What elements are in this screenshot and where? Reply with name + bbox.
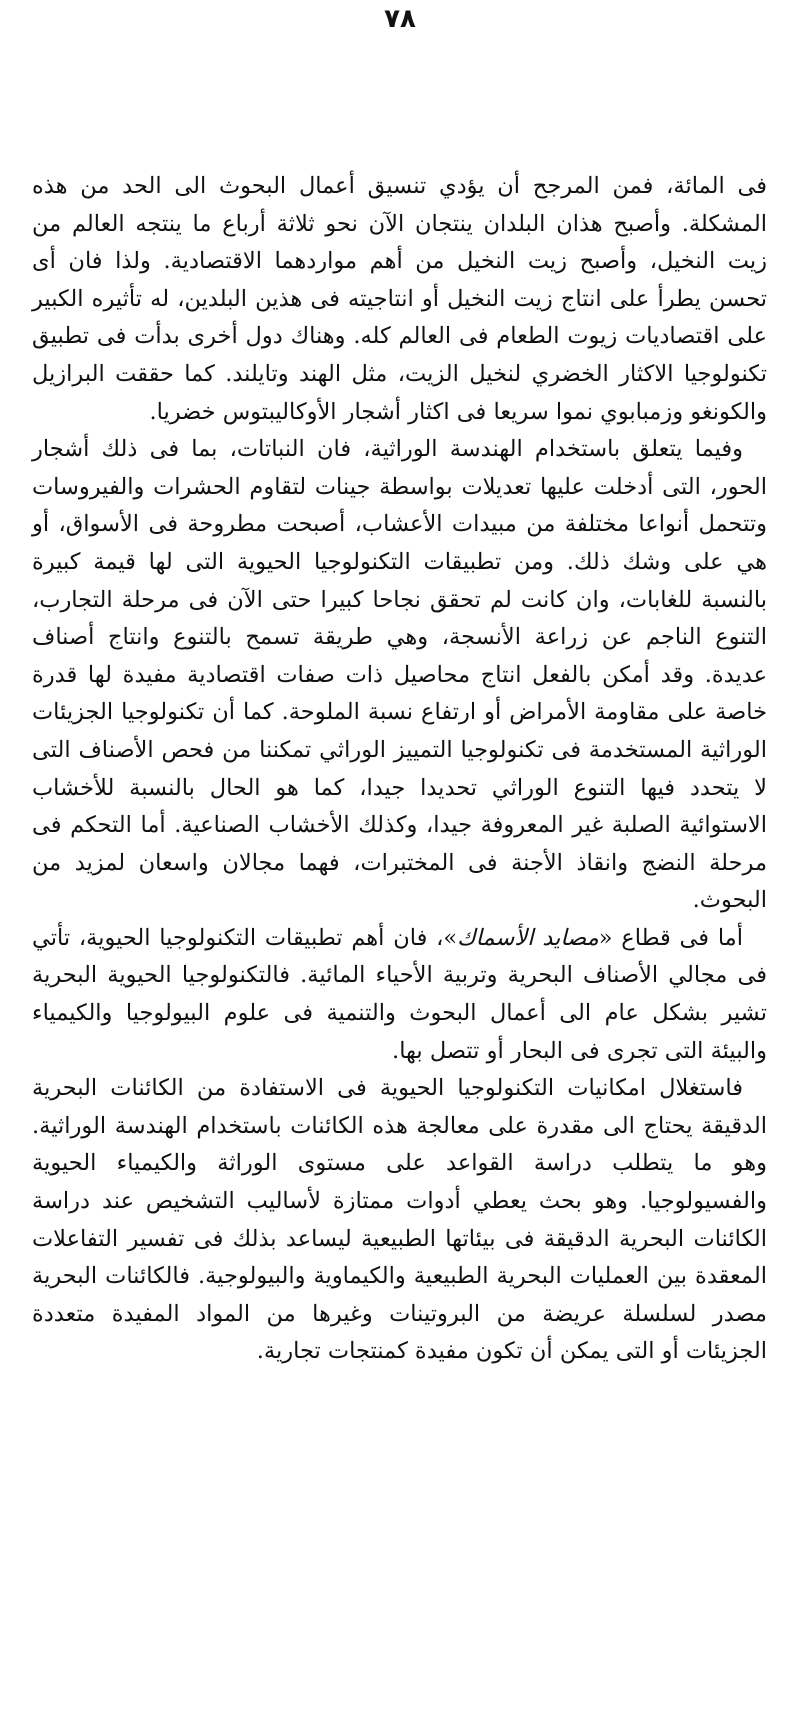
page-number: ٧٨	[384, 4, 416, 34]
paragraph-3-before: أما فى قطاع «	[598, 924, 743, 951]
fisheries-emphasis: مصايد الأسماك	[457, 924, 599, 951]
page-body	[32, 168, 767, 1371]
paragraph-3	[32, 920, 767, 1070]
paragraph-3-after: »، فان أهم تطبيقات التكنولوجيا الحيوية، تأتي فى مجالي الأصناف البحرية وتربية الأحياء المائية. فالتكنولوجيا الحيوية البحرية تشير بشكل عام الى أعمال البحوث والتنمية فى علوم البيولوجيا والكيمياء والبيئة التى تجرى فى البحار أو تتصل بها.	[32, 924, 767, 1064]
paragraph-1: فى المائة، فمن المرجح أن يؤدي تنسيق أعمال البحوث الى الحد من هذه المشكلة. وأصبح هذان البلدان ينتجان الآن نحو ثلاثة أرباع ما ينتجه العالم من زيت النخيل، وأصبح زيت النخيل من أهم مواردهما الاقتصادية. ولذا فان أى تحسن يطرأ على انتاج زيت النخيل أو انتاجيته فى هذين البلدين، له تأثيره الكبير على اقتصاديات زيوت الطعام فى العالم كله. وهناك دول أخرى بدأت فى تطبيق تكنولوجيا الاكثار الخضري لنخيل الزيت، مثل الهند وتايلند. كما حققت البرازيل والكونغو وزمبابوي نموا سريعا فى اكثار أشجار الأوكاليبتوس خضريا.	[32, 173, 767, 425]
paragraph-2: وفيما يتعلق باستخدام الهندسة الوراثية، فان النباتات، بما فى ذلك أشجار الحور، التى أدخلت عليها تعديلات بواسطة جينات لتقاوم الحشرات والفيروسات وتتحمل أنواعا مختلفة من مبيدات الأعشاب، أصبحت مطروحة فى الأسواق، أو هي على وشك ذلك. ومن تطبيقات التكنولوجيا الحيوية التى لها قيمة كبيرة بالنسبة للغابات، وان كانت لم تحقق نجاحا كبيرا حتى الآن فى مرحلة التجارب، التنوع الناجم عن زراعة الأنسجة، وهي طريقة تسمح بالتنوع وانتاج أصناف عديدة. وقد أمكن بالفعل انتاج محاصيل ذات صفات اقتصادية مفيدة لها قدرة خاصة على مقاومة الأمراض أو ارتفاع نسبة الملوحة. كما أن تكنولوجيا الجزيئات الوراثية المستخدمة فى تكنولوجيا التمييز الوراثي تمكننا من فحص الأصناف التى لا يتحدد فيها التنوع الوراثي تحديدا جيدا، كما هو الحال بالنسبة للأخشاب الاستوائية الصلبة غير المعروفة جيدا، وكذلك الأخشاب الصناعية. أما التحكم فى مرحلة النضج وانقاذ الأجنة فى المختبرات، فهما مجالان واسعان لمزيد من البحوث.	[32, 436, 767, 914]
paragraph-4: فاستغلال امكانيات التكنولوجيا الحيوية فى الاستفادة من الكائنات البحرية الدقيقة يحتاج الى مقدرة على معالجة هذه الكائنات باستخدام الهندسة الوراثية. وهو ما يتطلب دراسة القواعد على مستوى الوراثة والكيمياء الحيوية والفسيولوجيا. وهو بحث يعطي أدوات ممتازة لأساليب التشخيص عند دراسة الكائنات البحرية الدقيقة فى بيئاتها الطبيعية ليساعد بذلك فى تفسير التفاعلات المعقدة بين العمليات البحرية الطبيعية والكيماوية والبيولوجية. فالكائنات البحرية مصدر لسلسلة عريضة من البروتينات وغيرها من المواد المفيدة متعددة الجزيئات أو التى يمكن أن تكون مفيدة كمنتجات تجارية.	[32, 1075, 767, 1365]
